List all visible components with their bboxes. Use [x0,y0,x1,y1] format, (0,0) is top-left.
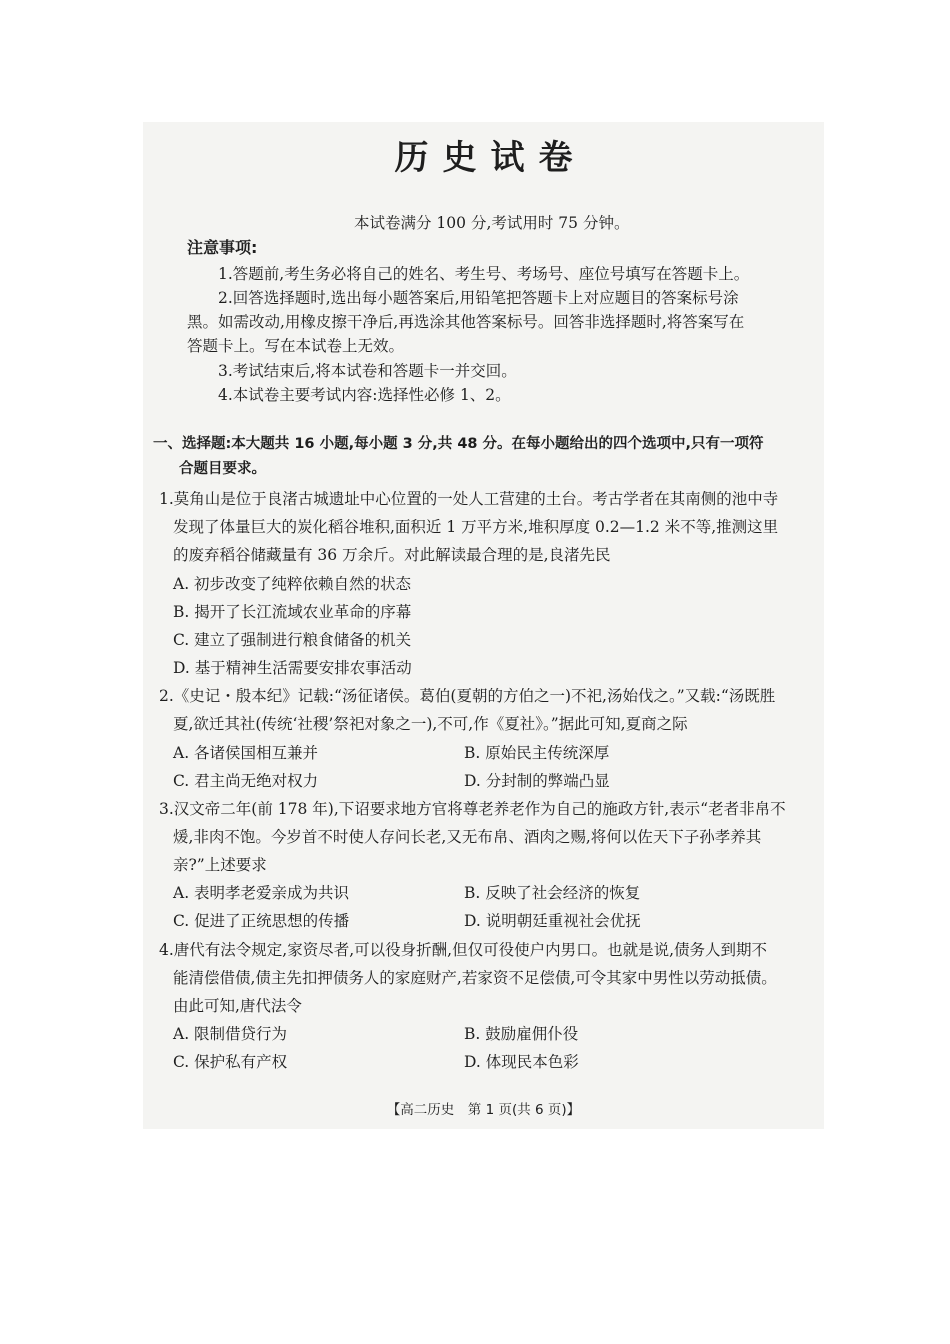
q4-stem: 由此可知,唐代法令 [173,997,302,1015]
q3-option-a: A. 表明孝老爱亲成为共识 [173,884,350,902]
q3-stem: 亲?”上述要求 [173,856,267,874]
q4-stem: 能清偿借债,债主先扣押债务人的家庭财产,若家资不足偿债,可令其家中男性以劳动抵债。 [173,969,777,987]
q3-option-d: D. 说明朝廷重视社会优抚 [464,912,641,930]
q3-option-c: C. 促进了正统思想的传播 [173,912,350,930]
q1-option-b: B. 揭开了长江流域农业革命的序幕 [173,603,412,621]
notice-line: 3.考试结束后,将本试卷和答题卡一并交回。 [218,362,517,380]
q4-option-c: C. 保护私有产权 [173,1053,288,1071]
exam-page [143,122,824,1129]
section-heading-cont: 合题目要求。 [179,461,266,477]
section-heading: 一、选择题:本大题共 16 小题,每小题 3 分,共 48 分。在每小题给出的四个选项中,只有一项符 [153,436,764,452]
q1-option-a: A. 初步改变了纯粹依赖自然的状态 [173,575,412,593]
page-footer: 【高二历史 第 1 页(共 6 页)】 [386,1102,581,1118]
q2-option-b: B. 原始民主传统深厚 [464,744,610,762]
q2-option-a: A. 各诸侯国相互兼并 [173,744,319,762]
q4-option-a: A. 限制借贷行为 [173,1025,288,1043]
q2-option-d: D. 分封制的弊端凸显 [464,772,610,790]
q3-stem: 煖,非肉不饱。今岁首不时使人存问长老,又无布帛、酒肉之赐,将何以佐天下子孙孝养其 [173,828,762,846]
notice-line: 2.回答选择题时,选出每小题答案后,用铅笔把答题卡上对应题目的答案标号涂 [218,289,739,307]
q3-option-b: B. 反映了社会经济的恢复 [464,884,641,902]
notice-line: 4.本试卷主要考试内容:选择性必修 1、2。 [218,386,511,404]
q2-stem: 夏,欲迁其社(传统‘社稷’祭祀对象之一),不可,作《夏社》。”据此可知,夏商之际 [173,715,688,733]
q3-stem: 3.汉文帝二年(前 178 年),下诏要求地方官将尊老养老作为自己的施政方针,表示“老者非帛不 [159,800,786,818]
notice-heading: 注意事项: [187,238,258,257]
q4-stem: 4.唐代有法令规定,家资尽者,可以役身折酬,但仅可役使户内男口。也就是说,债务人到期不 [159,941,767,959]
q1-option-d: D. 基于精神生活需要安排农事活动 [173,659,412,677]
notice-line: 答题卡上。写在本试卷上无效。 [187,337,405,355]
q1-option-c: C. 建立了强制进行粮食储备的机关 [173,631,412,649]
q1-stem: 的废弃稻谷储藏量有 36 万余斤。对此解读最合理的是,良渚先民 [173,546,611,564]
notice-line: 1.答题前,考生务必将自己的姓名、考生号、考场号、座位号填写在答题卡上。 [218,265,750,283]
q2-option-c: C. 君主尚无绝对权力 [173,772,319,790]
page-title: 历史试卷 [394,138,587,178]
q1-stem: 1.莫角山是位于良渚古城遗址中心位置的一处人工营建的土台。考古学者在其南侧的池中寺 [159,490,779,508]
q4-option-b: B. 鼓励雇佣仆役 [464,1025,579,1043]
notice-line: 黑。如需改动,用橡皮擦干净后,再选涂其他答案标号。回答非选择题时,将答案写在 [187,313,745,331]
q4-option-d: D. 体现民本色彩 [464,1053,579,1071]
q2-stem: 2.《史记・殷本纪》记载:“汤征诸侯。葛伯(夏朝的方伯之一)不祀,汤始伐之。”又载:“汤既胜 [159,687,776,705]
q1-stem: 发现了体量巨大的炭化稻谷堆积,面积近 1 万平方米,堆积厚度 0.2—1.2 米不等,推测这里 [173,518,779,536]
exam-intro: 本试卷满分 100 分,考试用时 75 分钟。 [354,214,630,232]
